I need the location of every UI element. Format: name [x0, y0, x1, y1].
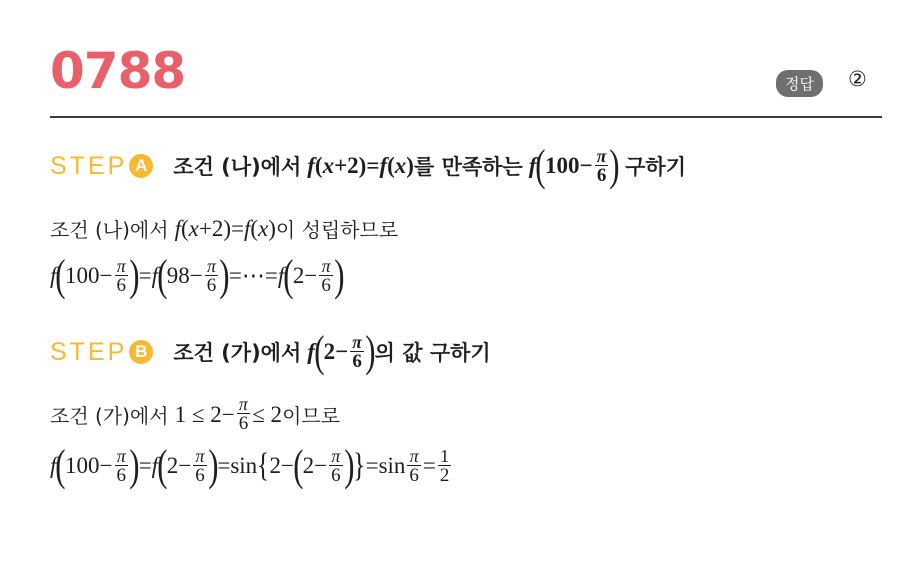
- fraction: $\frac{\pi}{6}$: [596, 145, 607, 186]
- body-b-line-2: [50, 441, 453, 490]
- step-b-badge: B: [129, 340, 153, 364]
- step-b-title-suffix: 의 값 구하기: [374, 341, 491, 365]
- step-b-label: STEP: [50, 337, 128, 366]
- body-b-prefix: 조건 (가)에서: [50, 404, 169, 428]
- fraction: $\frac{\pi}{6}$: [195, 445, 205, 486]
- final-computation: f ( 100− $\frac{\pi}{6}$ ) = f ( 2− $\frac{\pi}{6}$ ) =sin { 2− ( 2− $\frac{\pi}{6}$ ) } =sin $\frac{\pi}{6}$ = $\frac{1}{2}$: [50, 441, 450, 490]
- periodicity-equation: f ( x +2)= f ( x ): [174, 215, 276, 241]
- step-a-title: [173, 141, 686, 190]
- body-a-line-1: [50, 214, 398, 243]
- step-b-title-prefix: 조건 (가)에서: [173, 341, 302, 365]
- header-divider: [50, 116, 882, 118]
- step-a-badge: A: [129, 154, 153, 178]
- reduction-chain: f ( 100− $\frac{\pi}{6}$ ) = f ( 98− $\frac{\pi}{6}$ ) =⋯= f ( 2− $\frac{\pi}{6}$ ): [50, 251, 345, 300]
- step-b-heading: [50, 327, 491, 376]
- step-a-target-expr: f ( 100− $\frac{\pi}{6}$ ): [528, 141, 620, 190]
- fraction: $\frac{\pi}{6}$: [116, 445, 127, 486]
- fraction: $\frac{\pi}{6}$: [206, 255, 217, 296]
- step-b-target-expr: f ( 2− $\frac{\pi}{6}$ ): [307, 327, 376, 376]
- answer-badge: 정답: [776, 70, 823, 97]
- step-a-title-mid: 를 만족하는: [413, 155, 523, 179]
- result-fraction: $\frac{1}{2}$: [439, 445, 450, 486]
- fraction: $\frac{\pi}{6}$: [409, 445, 419, 486]
- problem-number: 0788: [50, 42, 186, 100]
- fraction: $\frac{\pi}{6}$: [116, 255, 127, 296]
- step-a-heading: [50, 141, 686, 190]
- step-a-title-prefix: 조건 (나)에서: [173, 155, 302, 179]
- body-b-line-1: [50, 395, 340, 434]
- fraction: $\frac{\pi}{6}$: [321, 255, 331, 296]
- inequality: 1 ≤ 2− $\frac{\pi}{6}$ ≤ 2: [174, 394, 283, 434]
- step-b-title: [173, 327, 491, 376]
- answer-value: ②: [848, 67, 867, 91]
- body-b-suffix: 이므로: [282, 404, 341, 428]
- step-a-label: STEP: [50, 151, 128, 180]
- body-a-suffix: 이 성립하므로: [275, 218, 399, 242]
- fraction: $\frac{\pi}{6}$: [352, 331, 362, 372]
- fraction: $\frac{\pi}{6}$: [238, 394, 249, 434]
- step-a-title-suffix: 구하기: [625, 155, 686, 179]
- step-a-equation: f ( x +2)= f ( x ): [307, 153, 414, 178]
- fraction: $\frac{\pi}{6}$: [331, 445, 341, 486]
- body-a-line-2: [50, 251, 345, 300]
- body-a-prefix: 조건 (나)에서: [50, 218, 169, 242]
